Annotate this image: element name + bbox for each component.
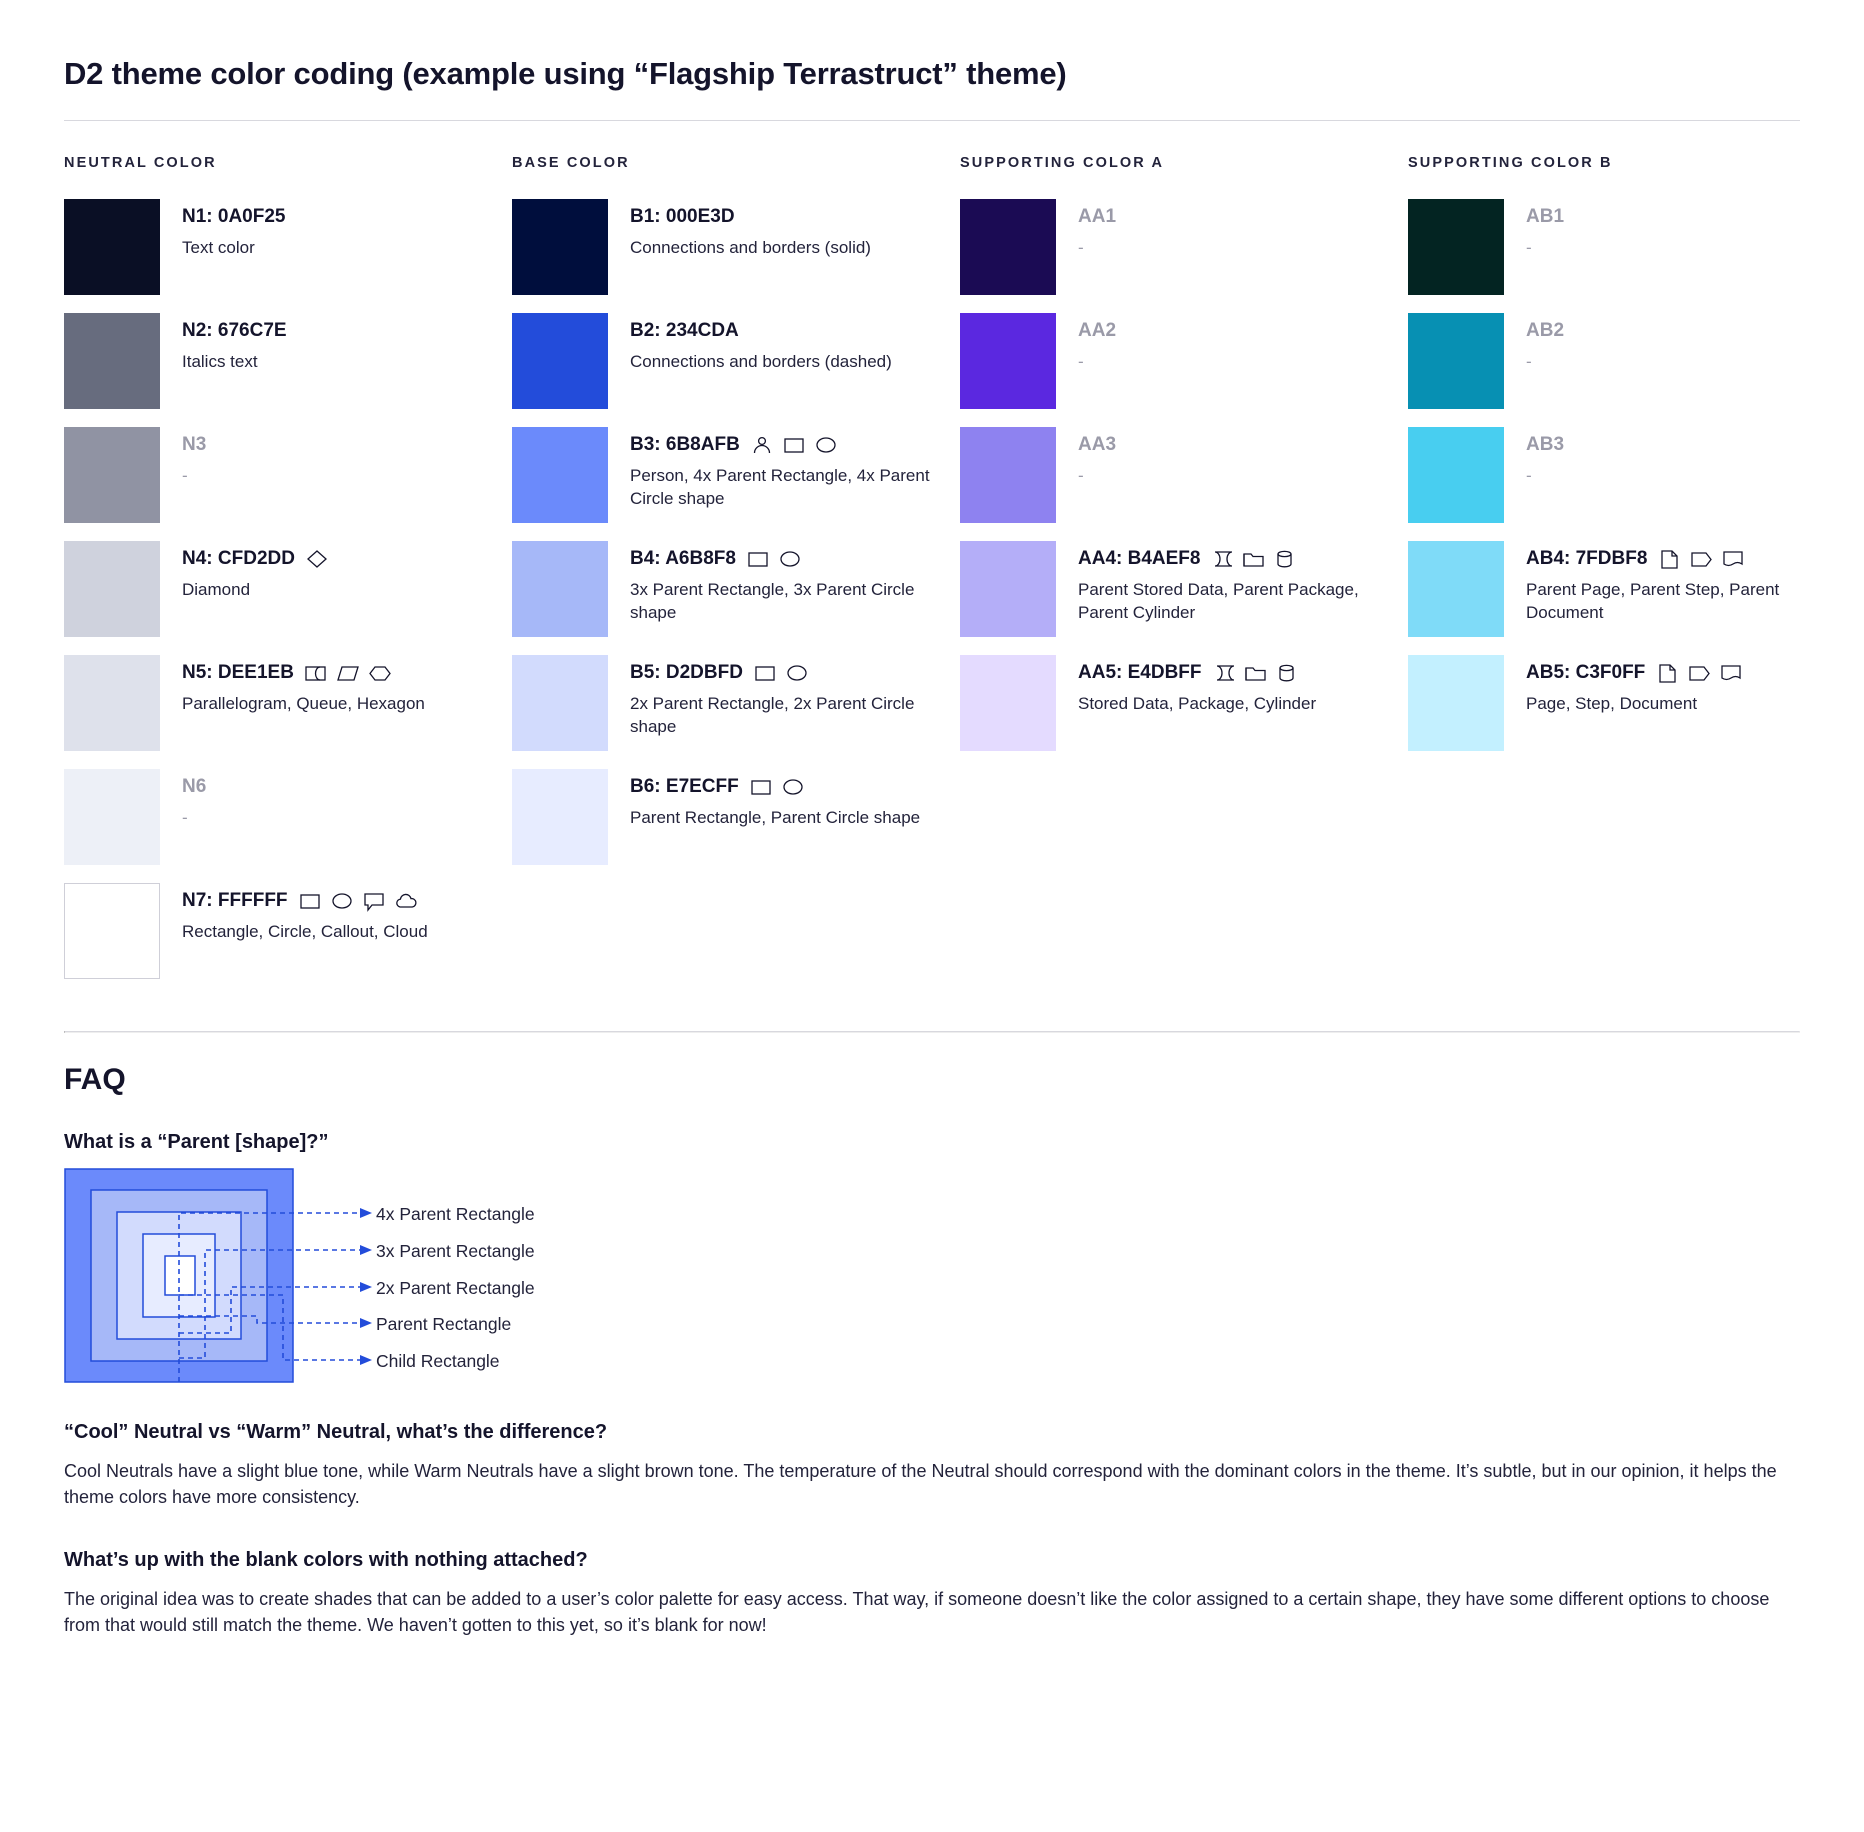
swatch-row — [960, 313, 1408, 409]
swatch-description: - — [1526, 465, 1532, 485]
swatch-name: B6: E7ECFF — [630, 776, 739, 797]
title-divider — [64, 120, 1800, 121]
color-swatch[interactable] — [512, 541, 608, 637]
color-columns — [64, 155, 1800, 997]
package-icon — [1244, 662, 1268, 684]
diamond-icon — [305, 548, 329, 570]
swatch-description: Stored Data, Package, Cylinder — [1078, 693, 1317, 713]
swatch-body — [182, 883, 492, 943]
swatch-title — [1078, 205, 1388, 229]
color-swatch[interactable] — [512, 427, 608, 523]
color-swatch[interactable] — [64, 883, 160, 979]
swatch-title — [630, 547, 940, 571]
rectangle-icon — [753, 662, 777, 684]
swatch-row — [64, 769, 512, 865]
swatch-description: Parent Stored Data, Parent Package, Parent Cylinder — [1078, 579, 1359, 623]
swatch-title — [630, 205, 940, 229]
swatch-name: B1: 000E3D — [630, 206, 735, 227]
swatch-description: Rectangle, Circle, Callout, Cloud — [182, 921, 428, 941]
swatch-description: - — [182, 807, 188, 827]
parallelogram-icon — [336, 662, 360, 684]
swatch-row — [512, 427, 960, 523]
swatch-body — [630, 541, 940, 625]
swatch-body — [182, 427, 492, 487]
color-swatch[interactable] — [960, 313, 1056, 409]
swatch-title — [182, 205, 492, 229]
color-swatch[interactable] — [64, 655, 160, 751]
swatch-name: AB1 — [1526, 206, 1565, 227]
shape-icon-group — [750, 434, 838, 456]
swatch-description: Connections and borders (dashed) — [630, 351, 892, 371]
color-swatch[interactable] — [960, 541, 1056, 637]
color-swatch[interactable] — [960, 199, 1056, 295]
swatch-description: - — [1526, 351, 1532, 371]
color-swatch[interactable] — [512, 199, 608, 295]
shape-icon-group — [1657, 548, 1745, 570]
color-swatch[interactable] — [960, 427, 1056, 523]
swatch-row — [512, 541, 960, 637]
swatch-name: N6 — [182, 776, 207, 797]
color-swatch[interactable] — [64, 541, 160, 637]
storeddata-icon — [1210, 548, 1234, 570]
swatch-body — [182, 655, 492, 715]
swatch-title — [1078, 319, 1388, 343]
parent-shape-diagram — [64, 1168, 1800, 1383]
swatch-row — [512, 769, 960, 865]
circle-icon — [778, 548, 802, 570]
shape-icon-group — [298, 890, 418, 912]
circle-icon — [330, 890, 354, 912]
nest-label-2x: 2x Parent Rectangle — [376, 1278, 535, 1298]
swatch-name: N7: FFFFFF — [182, 890, 288, 911]
swatch-title — [1526, 433, 1836, 457]
faq-question-2: “Cool” Neutral vs “Warm” Neutral, what’s the difference? — [64, 1421, 608, 1443]
swatch-title — [182, 547, 492, 571]
swatch-name: B5: D2DBFD — [630, 662, 743, 683]
swatch-title — [630, 661, 940, 685]
swatch-name: AA5: E4DBFF — [1078, 662, 1202, 683]
swatch-title — [630, 775, 940, 799]
nest-label-child: Child Rectangle — [376, 1351, 500, 1371]
swatch-name: AA1 — [1078, 206, 1117, 227]
swatch-row — [64, 541, 512, 637]
swatch-title — [1526, 319, 1836, 343]
shape-icon-group — [749, 776, 805, 798]
shape-icon-group — [1655, 662, 1743, 684]
color-swatch[interactable] — [512, 655, 608, 751]
color-swatch[interactable] — [64, 313, 160, 409]
swatch-row — [1408, 541, 1856, 637]
swatch-description: Italics text — [182, 351, 258, 371]
swatch-body — [1078, 655, 1388, 715]
swatch-description: Text color — [182, 237, 255, 257]
column-heading: SUPPORTING COLOR B — [1408, 155, 1613, 171]
color-column — [512, 155, 960, 997]
swatch-title — [1078, 433, 1388, 457]
swatch-row — [64, 199, 512, 295]
swatch-name: AA3 — [1078, 434, 1117, 455]
swatch-body — [1526, 427, 1836, 487]
swatch-title — [630, 433, 940, 457]
color-swatch[interactable] — [512, 313, 608, 409]
rectangle-icon — [782, 434, 806, 456]
swatch-description: 3x Parent Rectangle, 3x Parent Circle shape — [630, 579, 915, 623]
swatch-title — [1078, 661, 1388, 685]
swatch-body — [1526, 655, 1836, 715]
color-swatch[interactable] — [960, 655, 1056, 751]
rectangle-icon — [298, 890, 322, 912]
swatch-title — [630, 319, 940, 343]
nested-rectangles-svg — [64, 1168, 684, 1383]
circle-icon — [785, 662, 809, 684]
swatch-body — [1078, 427, 1388, 487]
swatch-body — [630, 427, 940, 511]
color-swatch[interactable] — [1408, 427, 1504, 523]
page-icon — [1655, 662, 1679, 684]
swatch-row — [512, 199, 960, 295]
swatch-name: N5: DEE1EB — [182, 662, 294, 683]
swatch-body — [630, 313, 940, 373]
faq-question-1: What is a “Parent [shape]?” — [64, 1131, 329, 1153]
hexagon-icon — [368, 662, 392, 684]
swatch-title — [1078, 547, 1388, 571]
swatch-row — [64, 313, 512, 409]
nest-label-parent: Parent Rectangle — [376, 1314, 512, 1334]
faq-heading: FAQ — [64, 1063, 126, 1096]
swatch-title — [1526, 661, 1836, 685]
swatch-row — [960, 427, 1408, 523]
swatch-body — [630, 769, 940, 829]
column-heading: BASE COLOR — [512, 155, 630, 171]
swatch-title — [1526, 547, 1836, 571]
shape-icon-group — [753, 662, 809, 684]
column-heading: SUPPORTING COLOR A — [960, 155, 1165, 171]
swatch-body — [182, 769, 492, 829]
swatch-title — [182, 319, 492, 343]
faq-answer-3: The original idea was to create shades that can be added to a user’s color palette for easy access. That way, if someone doesn’t like the color assigned to a certain shape, they have some different options to choose from that would still match the theme. We haven’t gotten to this yet, so it’s blank for now! — [64, 1588, 1770, 1635]
swatch-description: Diamond — [182, 579, 251, 599]
color-column — [960, 155, 1408, 997]
swatch-name: AA2 — [1078, 320, 1117, 341]
swatch-name: B2: 234CDA — [630, 320, 739, 341]
swatch-body — [1078, 541, 1388, 625]
swatch-description: - — [1078, 465, 1084, 485]
swatch-body — [1078, 313, 1388, 373]
swatch-row — [1408, 313, 1856, 409]
swatch-name: N3 — [182, 434, 207, 455]
cylinder-icon — [1274, 548, 1298, 570]
swatch-row — [1408, 427, 1856, 523]
swatch-name: AB3 — [1526, 434, 1565, 455]
step-icon — [1689, 548, 1713, 570]
swatch-body — [1526, 199, 1836, 259]
shape-icon-group — [1210, 548, 1298, 570]
color-swatch[interactable] — [1408, 199, 1504, 295]
rectangle-icon — [749, 776, 773, 798]
swatch-title — [182, 661, 492, 685]
rectangle-icon — [746, 548, 770, 570]
shape-icon-group — [305, 548, 329, 570]
color-swatch[interactable] — [512, 769, 608, 865]
swatch-row — [64, 655, 512, 751]
swatch-row — [1408, 655, 1856, 751]
cloud-icon — [394, 890, 418, 912]
step-icon — [1687, 662, 1711, 684]
swatch-row — [960, 199, 1408, 295]
color-swatch[interactable] — [64, 427, 160, 523]
swatch-name: B3: 6B8AFB — [630, 434, 740, 455]
swatch-name: AB2 — [1526, 320, 1565, 341]
shape-icon-group — [1212, 662, 1300, 684]
swatch-body — [1526, 313, 1836, 373]
faq-question-3: What’s up with the blank colors with nothing attached? — [64, 1548, 588, 1571]
swatch-name: AB4: 7FDBF8 — [1526, 548, 1648, 569]
page-icon — [1657, 548, 1681, 570]
circle-icon — [781, 776, 805, 798]
document-icon — [1721, 548, 1745, 570]
swatch-row — [64, 883, 512, 979]
column-heading: NEUTRAL COLOR — [64, 155, 217, 171]
swatch-name: N1: 0A0F25 — [182, 206, 286, 227]
swatch-name: N4: CFD2DD — [182, 548, 295, 569]
swatch-title — [182, 775, 492, 799]
swatch-body — [1078, 199, 1388, 259]
swatch-description: 2x Parent Rectangle, 2x Parent Circle shape — [630, 693, 915, 737]
swatch-description: - — [1078, 351, 1084, 371]
color-swatch[interactable] — [1408, 313, 1504, 409]
swatch-description: Person, 4x Parent Rectangle, 4x Parent Circle shape — [630, 465, 930, 509]
person-icon — [750, 434, 774, 456]
package-icon — [1242, 548, 1266, 570]
queue-icon — [304, 662, 328, 684]
cylinder-icon — [1276, 662, 1300, 684]
shape-icon-group — [746, 548, 802, 570]
swatch-row — [512, 655, 960, 751]
color-swatch[interactable] — [1408, 541, 1504, 637]
swatch-body — [1526, 541, 1836, 625]
storeddata-icon — [1212, 662, 1236, 684]
document-icon — [1719, 662, 1743, 684]
swatch-row — [960, 541, 1408, 637]
color-swatch[interactable] — [64, 199, 160, 295]
swatch-row — [64, 427, 512, 523]
swatch-name: AA4: B4AEF8 — [1078, 548, 1201, 569]
faq-answer-2: Cool Neutrals have a slight blue tone, while Warm Neutrals have a slight brown tone. The temperature of the Neutral should correspond with the dominant colors in the theme. It’s subtle, but in our opinion, it helps the theme colors have more consistency. — [64, 1461, 1777, 1508]
shape-icon-group — [304, 662, 392, 684]
swatch-title — [1526, 205, 1836, 229]
swatch-body — [630, 655, 940, 739]
swatch-description: - — [1078, 237, 1084, 257]
page-title: D2 theme color coding (example using “Flagship Terrastruct” theme) — [64, 56, 1067, 91]
swatch-name: AB5: C3F0FF — [1526, 662, 1646, 683]
swatch-row — [1408, 199, 1856, 295]
nest-label-3x: 3x Parent Rectangle — [376, 1241, 535, 1261]
callout-icon — [362, 890, 386, 912]
color-column — [64, 155, 512, 997]
swatch-name: N2: 676C7E — [182, 320, 287, 341]
swatch-body — [630, 199, 940, 259]
color-column — [1408, 155, 1856, 997]
nest-label-4x: 4x Parent Rectangle — [376, 1204, 535, 1224]
swatch-body — [182, 541, 492, 601]
swatch-description: Parallelogram, Queue, Hexagon — [182, 693, 425, 713]
swatch-title — [182, 433, 492, 457]
swatch-name: B4: A6B8F8 — [630, 548, 736, 569]
faq-divider — [64, 1031, 1800, 1033]
swatch-description: - — [1526, 237, 1532, 257]
swatch-description: Parent Page, Parent Step, Parent Document — [1526, 579, 1780, 623]
swatch-row — [960, 655, 1408, 751]
color-swatch[interactable] — [64, 769, 160, 865]
circle-icon — [814, 434, 838, 456]
swatch-title — [182, 889, 492, 913]
color-swatch[interactable] — [1408, 655, 1504, 751]
swatch-description: Page, Step, Document — [1526, 693, 1698, 713]
swatch-body — [182, 313, 492, 373]
swatch-description: Parent Rectangle, Parent Circle shape — [630, 807, 921, 827]
swatch-body — [182, 199, 492, 259]
swatch-row — [512, 313, 960, 409]
swatch-description: Connections and borders (solid) — [630, 237, 871, 257]
swatch-description: - — [182, 465, 188, 485]
